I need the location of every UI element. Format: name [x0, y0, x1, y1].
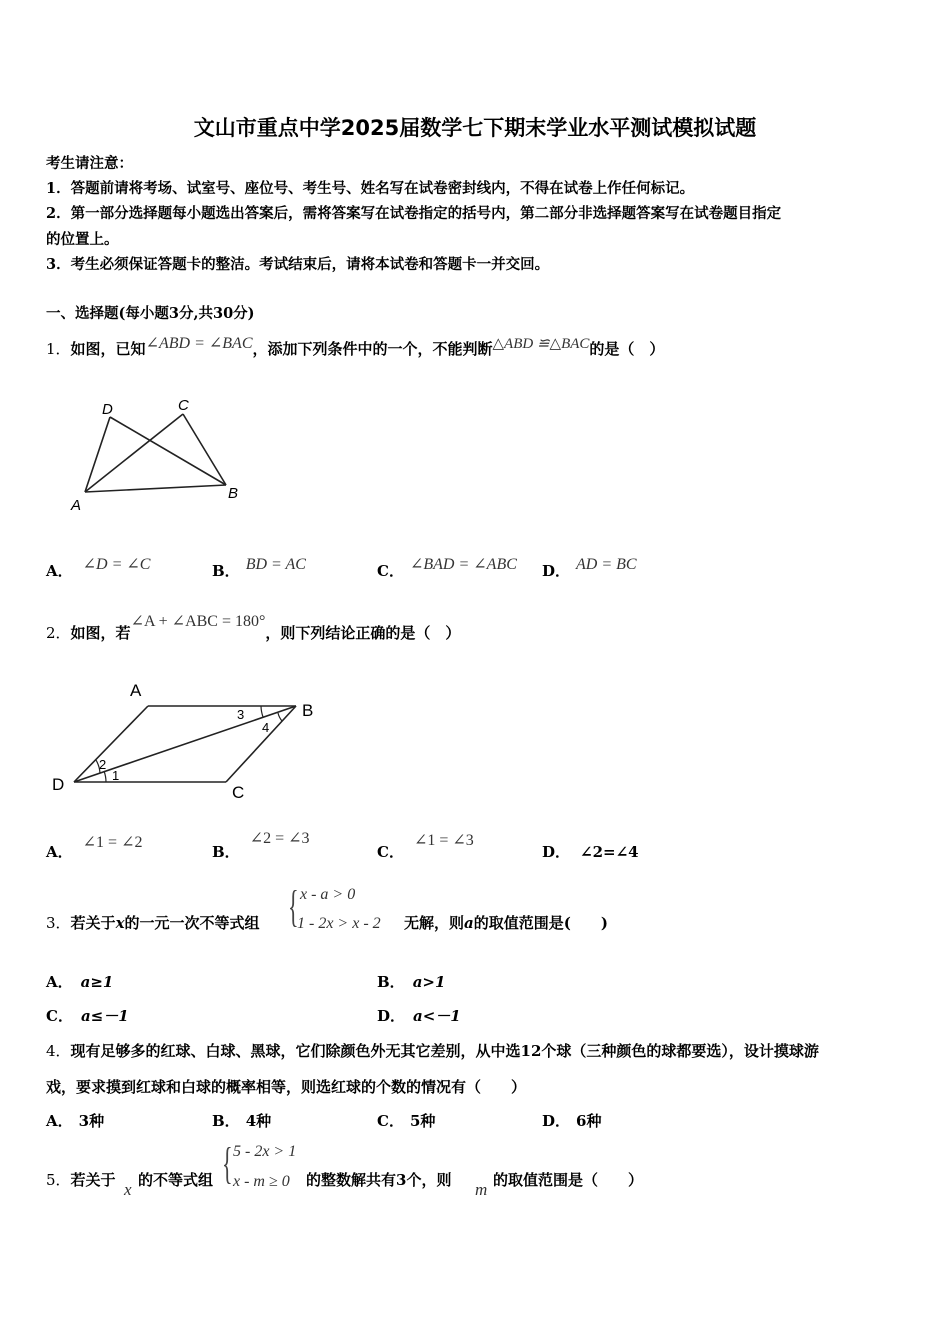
- option-label: C．: [377, 1112, 404, 1130]
- option-text: ∠2=∠4: [580, 843, 639, 861]
- q4-option-b: [212, 1110, 271, 1131]
- q1-option-c: [377, 556, 517, 581]
- question-text: 的是（ ）: [589, 340, 665, 358]
- question-text: ，则下列结论正确的是（ ）: [265, 624, 461, 642]
- q1-option-d: [542, 556, 637, 581]
- q2-option-a: [46, 834, 143, 862]
- question-2: [46, 613, 461, 643]
- option-label: B．: [212, 1112, 240, 1130]
- left-brace-icon: {: [288, 882, 299, 931]
- option-label: B．: [212, 562, 240, 580]
- option-label: D．: [542, 1112, 571, 1130]
- question-text: ，添加下列条件中的一个，不能判断: [252, 340, 493, 358]
- option-text: 3种: [78, 1112, 105, 1130]
- math-expression: ∠ABD = ∠BAC: [145, 335, 253, 352]
- figure-label: D: [52, 775, 65, 794]
- figure-label: B: [302, 701, 314, 720]
- figure-line: [183, 414, 226, 485]
- option-label: A．: [46, 562, 73, 580]
- question-text: 如图，若: [70, 624, 131, 642]
- option-text: 5种: [409, 1112, 436, 1130]
- notice-item-1: 1．答题前请将考场、试室号、座位号、考生号、姓名写在试卷密封线内，不得在试卷上作任何标记。: [46, 180, 695, 197]
- question-number: 2．: [46, 624, 71, 642]
- angle-arc: [261, 706, 263, 717]
- option-text: ∠2 = ∠3: [249, 830, 310, 847]
- option-label: B．: [377, 973, 405, 991]
- question-text: 的取值范围是( ): [473, 914, 608, 932]
- question-number: 4．: [46, 1042, 71, 1060]
- system-line-1: 5 - 2x > 1: [233, 1143, 297, 1160]
- figure-label: B: [228, 485, 239, 502]
- option-label: A．: [46, 1112, 73, 1130]
- question-text: 若关于: [70, 1171, 116, 1189]
- option-text: a<－1: [413, 1007, 461, 1025]
- angle-arc: [104, 771, 106, 782]
- page-title: 文山市重点中学2025届数学七下期末学业水平测试模拟试题: [193, 116, 757, 140]
- figure-q2: [46, 672, 336, 812]
- angle-label: 3: [237, 707, 245, 722]
- q2-option-c: [377, 832, 474, 862]
- q2-option-b: [212, 830, 310, 862]
- math-expression: △ABD ≌△BAC: [492, 336, 590, 352]
- question-text: 的一元一次不等式组: [124, 914, 260, 932]
- option-text: BD = AC: [245, 556, 306, 573]
- q3-option-b: [377, 971, 445, 992]
- variable: a: [464, 914, 474, 932]
- q3-option-a: [46, 971, 113, 992]
- q4-option-d: [542, 1110, 601, 1131]
- variable: x: [124, 1180, 132, 1199]
- option-text: ∠D = ∠C: [82, 556, 151, 573]
- figure-label: D: [102, 401, 113, 418]
- figure-label: C: [232, 783, 245, 802]
- angle-label: 1: [112, 768, 120, 783]
- option-label: C．: [377, 562, 404, 580]
- system-line-2: 1 - 2x > x - 2: [297, 915, 381, 932]
- figure-line: [85, 417, 110, 492]
- question-text: 的不等式组: [138, 1171, 214, 1189]
- angle-label: 2: [99, 757, 107, 772]
- figure-label: A: [71, 497, 82, 514]
- question-4-cont: 戏，要求摸到红球和白球的概率相等，则选红球的个数的情况有（ ）: [46, 1078, 527, 1096]
- figure-q1: [60, 390, 260, 520]
- option-text: 6种: [576, 1112, 602, 1130]
- option-text: AD = BC: [576, 556, 637, 573]
- question-1: [46, 335, 665, 359]
- question-text: 如图，已知: [70, 340, 146, 358]
- figure-line: [74, 706, 296, 782]
- figure-line: [85, 485, 226, 492]
- question-3-tail: [404, 912, 608, 933]
- left-brace-icon: {: [222, 1139, 233, 1188]
- q1-option-a: [46, 556, 151, 581]
- question-number: 3．: [46, 914, 71, 932]
- variable: x: [115, 914, 125, 932]
- question-text: 的整数解共有3个，则: [306, 1171, 452, 1189]
- figure-line: [110, 417, 226, 485]
- q4-option-c: [377, 1110, 435, 1131]
- question-4: [46, 1040, 819, 1061]
- option-text: ∠1 = ∠3: [413, 832, 474, 849]
- question-number: 5．: [46, 1171, 71, 1189]
- notice-item-3: 3．考生必须保证答题卡的整洁。考试结束后，请将本试卷和答题卡一并交回。: [46, 256, 550, 273]
- option-text: ∠1 = ∠2: [82, 834, 143, 851]
- angle-arc: [278, 713, 282, 721]
- notice-item-2-cont: 的位置上。: [46, 231, 119, 248]
- q1-option-b: [212, 556, 306, 581]
- option-text: 4种: [245, 1112, 272, 1130]
- question-text: 若关于: [70, 914, 116, 932]
- option-text: a>1: [412, 973, 446, 991]
- option-text: ∠BAD = ∠ABC: [409, 556, 517, 573]
- question-5: [46, 1169, 116, 1190]
- question-text: 现有足够多的红球、白球、黑球，它们除颜色外无其它差别，从中选12个球（三种颜色的球都要选），设计摸球游: [70, 1042, 819, 1060]
- q2-option-d: [542, 841, 639, 862]
- math-expression: ∠A + ∠ABC = 180°: [130, 613, 266, 630]
- variable: m: [475, 1180, 488, 1199]
- option-label: D．: [377, 1007, 406, 1025]
- figure-label: A: [130, 681, 142, 700]
- figure-line: [85, 414, 183, 492]
- question-number: 1．: [46, 340, 71, 358]
- q4-option-a: [46, 1110, 104, 1131]
- question-3: [46, 912, 260, 933]
- notice-item-2: 2．第一部分选择题每小题选出答案后，需将答案写在试卷指定的括号内，第二部分非选择题答案写在试卷题目指定: [46, 205, 782, 222]
- option-text: a≥1: [80, 973, 114, 991]
- option-label: C．: [46, 1007, 73, 1025]
- option-label: C．: [377, 843, 404, 861]
- option-text: a≤－1: [80, 1007, 129, 1025]
- section-heading: 一、选择题(每小题3分,共30分): [46, 305, 255, 322]
- figure-label: C: [178, 397, 189, 414]
- angle-label: 4: [262, 720, 270, 735]
- notice-heading: 考生请注意：: [46, 155, 133, 172]
- option-label: D．: [542, 562, 571, 580]
- option-label: A．: [46, 843, 73, 861]
- q3-option-c: [46, 1005, 129, 1026]
- q3-option-d: [377, 1005, 461, 1026]
- question-text: 的取值范围是（ ）: [493, 1171, 644, 1189]
- question-text: 无解，则: [404, 914, 465, 932]
- system-line-2: x - m ≥ 0: [233, 1173, 290, 1190]
- option-label: A．: [46, 973, 73, 991]
- figure-line: [74, 706, 148, 782]
- option-label: B．: [212, 843, 240, 861]
- system-line-1: x - a > 0: [300, 886, 356, 903]
- option-label: D．: [542, 843, 571, 861]
